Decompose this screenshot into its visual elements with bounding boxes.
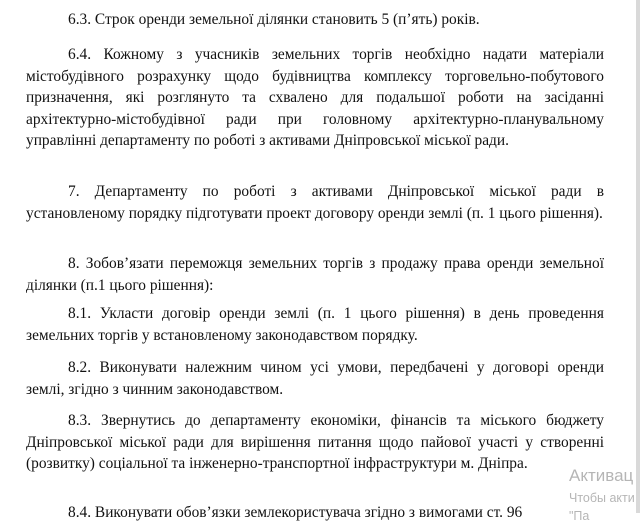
paragraph-body: земельної ділянки (п.1 цього рішення): bbox=[26, 255, 604, 294]
paragraph-first-line: 8.1. Укласти договір оренди землі (п. 1 цього рішення) в день проведення bbox=[68, 305, 604, 322]
paragraph-8-1 bbox=[26, 303, 604, 346]
paragraph-body: земельних торгів у встановленому законодавством порядку. bbox=[26, 326, 418, 344]
paragraph-6-4 bbox=[26, 44, 604, 152]
paragraph-8-3 bbox=[26, 410, 604, 475]
paragraph-7 bbox=[26, 181, 604, 224]
paragraph-body: містобудівного розрахунку щодо будівництва комплексу торговельно-побутового призначення, які розглянуто та схвалено для подальшої роботи на засіданні архітектурно-містобудівної ради при головному архітектурно-планувальному управлінні департаменту по роботі з активами Дніпровської міської ради. bbox=[26, 67, 604, 150]
paragraph-first-line: 6.4. Кожному з учасників земельних торгів необхідно надати матеріали bbox=[68, 46, 604, 63]
paragraph-first-line: 6.3. Строк оренди земельної ділянки становить 5 (п’ять) років. bbox=[68, 11, 480, 28]
paragraph-8 bbox=[26, 253, 604, 296]
window-right-edge bbox=[636, 0, 640, 513]
paragraph-8-4 bbox=[26, 502, 604, 524]
watermark-line: "Па bbox=[569, 509, 590, 523]
paragraph-6-3 bbox=[26, 9, 604, 31]
paragraph-body: установленому порядку підготувати проект договору оренди землі (п. 1 цього рішення). bbox=[26, 204, 603, 222]
paragraph-first-line: 7. Департаменту по роботі з активами Дніпровської міської ради в bbox=[68, 183, 604, 200]
watermark-title: Активац bbox=[569, 466, 634, 485]
paragraph-body: оренди землі, згідно з чинним законодавством. bbox=[26, 359, 604, 398]
paragraph-first-line: 8.3. Звернутись до департаменту економіки, фінансів та міського bbox=[68, 412, 537, 429]
paragraph-body: бюджету Дніпровської міської ради для вирішення питання щодо пайової участі у створенні (розвитку) соціальної та інженерно-транспортної інфраструктури м. Дніпра. bbox=[26, 412, 604, 473]
paragraph-first-line: 8.4. Виконувати обов’язки землекористувача згідно з вимогами ст. 96 bbox=[68, 504, 523, 521]
paragraph-first-line: 8. Зобов’язати переможця земельних торгів з продажу права оренди bbox=[68, 255, 534, 272]
paragraph-first-line: 8.2. Виконувати належним чином усі умови, передбачені у договорі bbox=[68, 359, 550, 376]
watermark-line: Чтобы акти bbox=[569, 491, 635, 505]
paragraph-8-2 bbox=[26, 357, 604, 400]
